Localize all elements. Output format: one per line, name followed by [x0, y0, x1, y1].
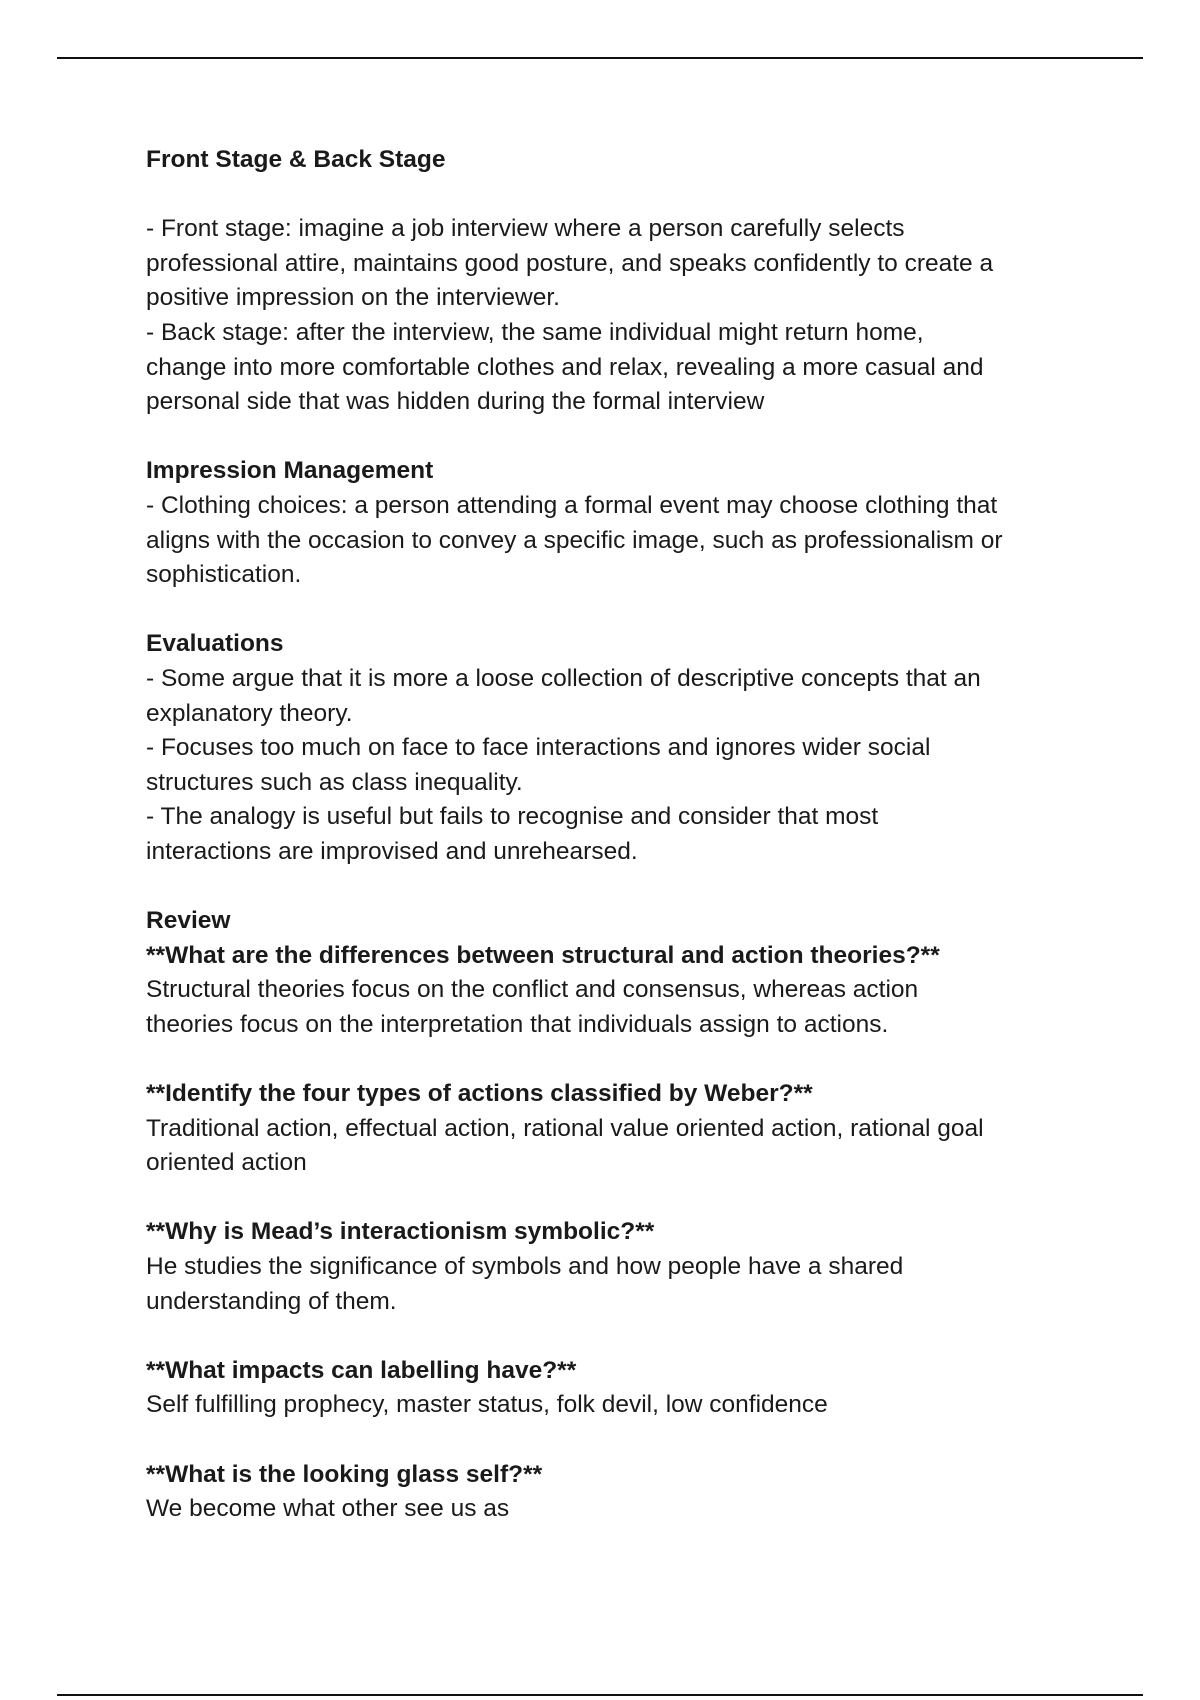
spacer	[146, 593, 1066, 628]
top-rule	[57, 57, 1143, 59]
body-line: - Clothing choices: a person attending a formal event may choose clothing that	[146, 491, 998, 519]
review-answer-line: oriented action	[146, 1149, 307, 1177]
spacer	[146, 178, 1066, 213]
body-line: - Front stage: imagine a job interview where a person carefully selects	[146, 215, 905, 243]
body-line: personal side that was hidden during the formal interview	[146, 388, 765, 416]
bottom-rule	[57, 1694, 1143, 1696]
spacer	[146, 1181, 1066, 1216]
body-line: - Back stage: after the interview, the same individual might return home,	[146, 318, 924, 346]
review-question: **Identify the four types of actions classified by Weber?**	[146, 1080, 813, 1108]
section-heading-review: Review	[146, 907, 231, 935]
document-body	[146, 143, 1066, 1527]
review-answer-line: Traditional action, effectual action, rational value oriented action, rational goal	[146, 1114, 984, 1142]
body-line: - The analogy is useful but fails to recognise and consider that most	[146, 803, 879, 831]
section-heading-evaluations: Evaluations	[146, 630, 284, 658]
review-answer-line: theories focus on the interpretation that individuals assign to actions.	[146, 1010, 889, 1038]
spacer	[146, 420, 1066, 455]
review-answer-line: Structural theories focus on the conflict and consensus, whereas action	[146, 976, 919, 1004]
review-answer-line: We become what other see us as	[146, 1495, 510, 1523]
review-answer-line: Self fulfilling prophecy, master status, folk devil, low confidence	[146, 1391, 828, 1419]
body-line: sophistication.	[146, 561, 302, 589]
spacer	[146, 869, 1066, 904]
review-question: **Why is Mead’s interactionism symbolic?**	[146, 1218, 655, 1246]
spacer	[146, 1319, 1066, 1354]
spacer	[146, 1423, 1066, 1458]
review-question: **What are the differences between structural and action theories?**	[146, 941, 940, 969]
review-answer-line: understanding of them.	[146, 1287, 397, 1315]
body-line: professional attire, maintains good posture, and speaks confidently to create a	[146, 249, 994, 277]
section-heading-front-back-stage: Front Stage & Back Stage	[146, 146, 446, 173]
body-line: positive impression on the interviewer.	[146, 284, 560, 312]
spacer	[146, 1042, 1066, 1077]
body-line: change into more comfortable clothes and relax, revealing a more casual and	[146, 353, 984, 381]
body-line: interactions are improvised and unrehearsed.	[146, 837, 638, 865]
review-answer-line: He studies the significance of symbols and how people have a shared	[146, 1253, 904, 1280]
body-line: - Some argue that it is more a loose collection of descriptive concepts that an	[146, 664, 981, 692]
body-line: - Focuses too much on face to face interactions and ignores wider social	[146, 734, 931, 762]
body-line: explanatory theory.	[146, 699, 353, 727]
review-question: **What is the looking glass self?**	[146, 1460, 543, 1488]
section-heading-impression-management: Impression Management	[146, 457, 434, 485]
body-line: structures such as class inequality.	[146, 768, 523, 796]
body-line: aligns with the occasion to convey a specific image, such as professionalism or	[146, 526, 1003, 554]
review-question: **What impacts can labelling have?**	[146, 1356, 577, 1384]
